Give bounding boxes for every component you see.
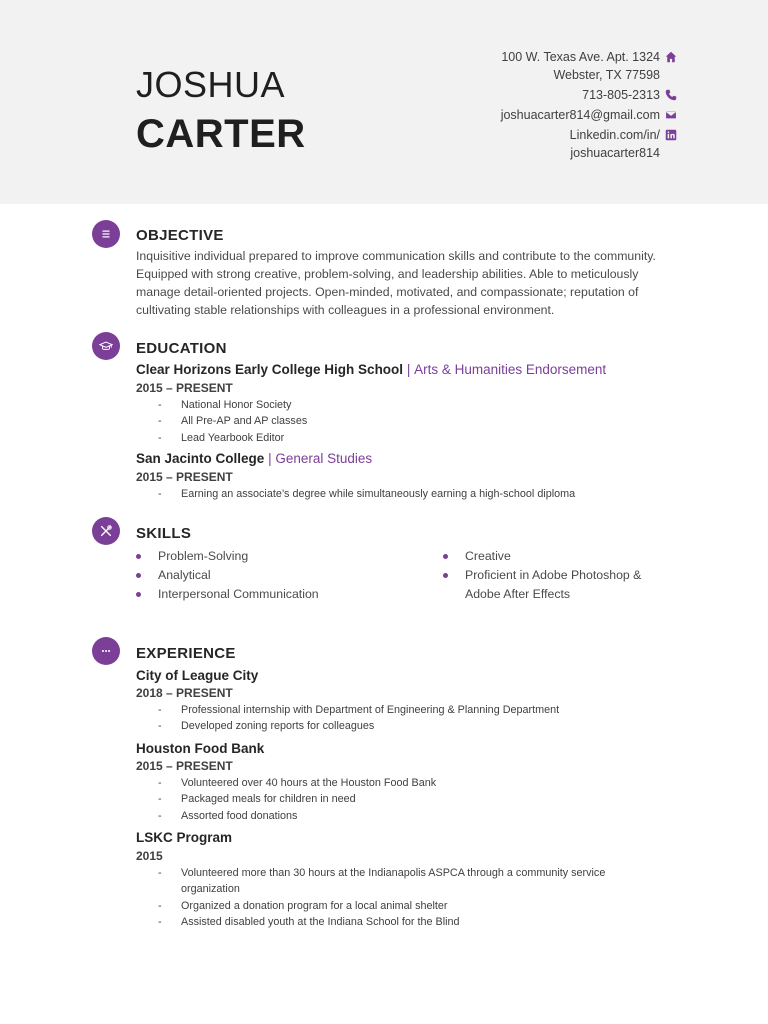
separator: | [268, 451, 272, 466]
education-dates-1: 2015 – PRESENT [136, 381, 233, 395]
address-line-2: Webster, TX 77598 [553, 68, 660, 82]
experience-bullets-2 [158, 775, 678, 824]
list-item: - Assisted disabled youth at the Indiana School for the Blind [158, 914, 638, 930]
address-line-1: 100 W. Texas Ave. Apt. 1324 [358, 48, 678, 66]
header-band [0, 0, 768, 204]
experience-org-2: Houston Food Bank [136, 741, 265, 756]
linkedin-line-2[interactable]: joshuacarter814 [570, 146, 660, 160]
ellipsis-icon [92, 637, 120, 665]
home-icon [664, 50, 678, 64]
education-heading: EDUCATION [136, 340, 227, 357]
tools-icon [92, 517, 120, 545]
skills-heading: SKILLS [136, 525, 192, 542]
education-entry-2 [136, 451, 372, 466]
experience-bullets-3 [158, 865, 638, 930]
objective-heading: OBJECTIVE [136, 227, 224, 244]
education-dates-2: 2015 – PRESENT [136, 470, 233, 484]
skills-column-right [443, 547, 673, 604]
list-item: Interpersonal Communication [136, 585, 436, 604]
school-name: Clear Horizons Early College High School [136, 362, 404, 377]
list-item: - Organized a donation program for a local animal shelter [158, 898, 638, 914]
skills-column-left [136, 547, 436, 604]
phone-icon [664, 88, 678, 102]
envelope-icon [664, 108, 678, 122]
school-detail: General Studies [275, 451, 373, 466]
experience-dates-1: 2018 – PRESENT [136, 686, 233, 700]
experience-org-3: LSKC Program [136, 830, 233, 845]
experience-heading: EXPERIENCE [136, 645, 236, 662]
list-item: - Volunteered over 40 hours at the Houston Food Bank [158, 775, 678, 791]
linkedin-line-1[interactable]: Linkedin.com/in/ [358, 126, 678, 144]
education-bullets-2 [158, 486, 678, 502]
list-item: - Developed zoning reports for colleagues [158, 718, 678, 734]
list-item: - Packaged meals for children in need [158, 791, 678, 807]
list-item: - Volunteered more than 30 hours at the Indianapolis ASPCA through a community service organization [158, 865, 638, 898]
list-item: Analytical [136, 566, 436, 585]
email-line[interactable]: joshuacarter814@gmail.com [358, 106, 678, 124]
education-bullets-1 [158, 397, 678, 446]
school-name: San Jacinto College [136, 451, 265, 466]
school-detail: Arts & Humanities Endorsement [414, 362, 607, 377]
list-icon [92, 220, 120, 248]
list-item: Problem-Solving [136, 547, 436, 566]
separator: | [406, 362, 411, 377]
experience-dates-3: 2015 [136, 849, 163, 863]
linkedin-icon [664, 128, 678, 142]
education-entry-1 [136, 362, 606, 377]
list-item: - Professional internship with Department of Engineering & Planning Department [158, 702, 678, 718]
graduation-cap-icon [92, 332, 120, 360]
list-item: Proficient in Adobe Photoshop & Adobe After Effects [443, 566, 673, 604]
phone-line: 713-805-2313 [358, 86, 678, 104]
list-item: - National Honor Society [158, 397, 678, 413]
list-item: - All Pre-AP and AP classes [158, 413, 678, 429]
experience-bullets-1 [158, 702, 678, 735]
name-last: CARTER [136, 112, 306, 156]
objective-text: Inquisitive individual prepared to improve communication skills and contribute to the community. Equipped with strong creative, problem-solving, and leadership abilities. Able to meticulously manage detail-oriented projects. Open-minded, motivated, and compassionate; reputation of cultivating stable relationships with colleagues in a professional environment. [136, 249, 656, 317]
list-item: Creative [443, 547, 673, 566]
experience-dates-2: 2015 – PRESENT [136, 759, 233, 773]
name-first: JOSHUA [136, 64, 286, 105]
experience-org-1: City of League City [136, 668, 259, 683]
contact-block [358, 48, 678, 162]
list-item: - Lead Yearbook Editor [158, 430, 678, 446]
list-item: - Earning an associate’s degree while simultaneously earning a high-school diploma [158, 486, 678, 502]
list-item: - Assorted food donations [158, 808, 678, 824]
